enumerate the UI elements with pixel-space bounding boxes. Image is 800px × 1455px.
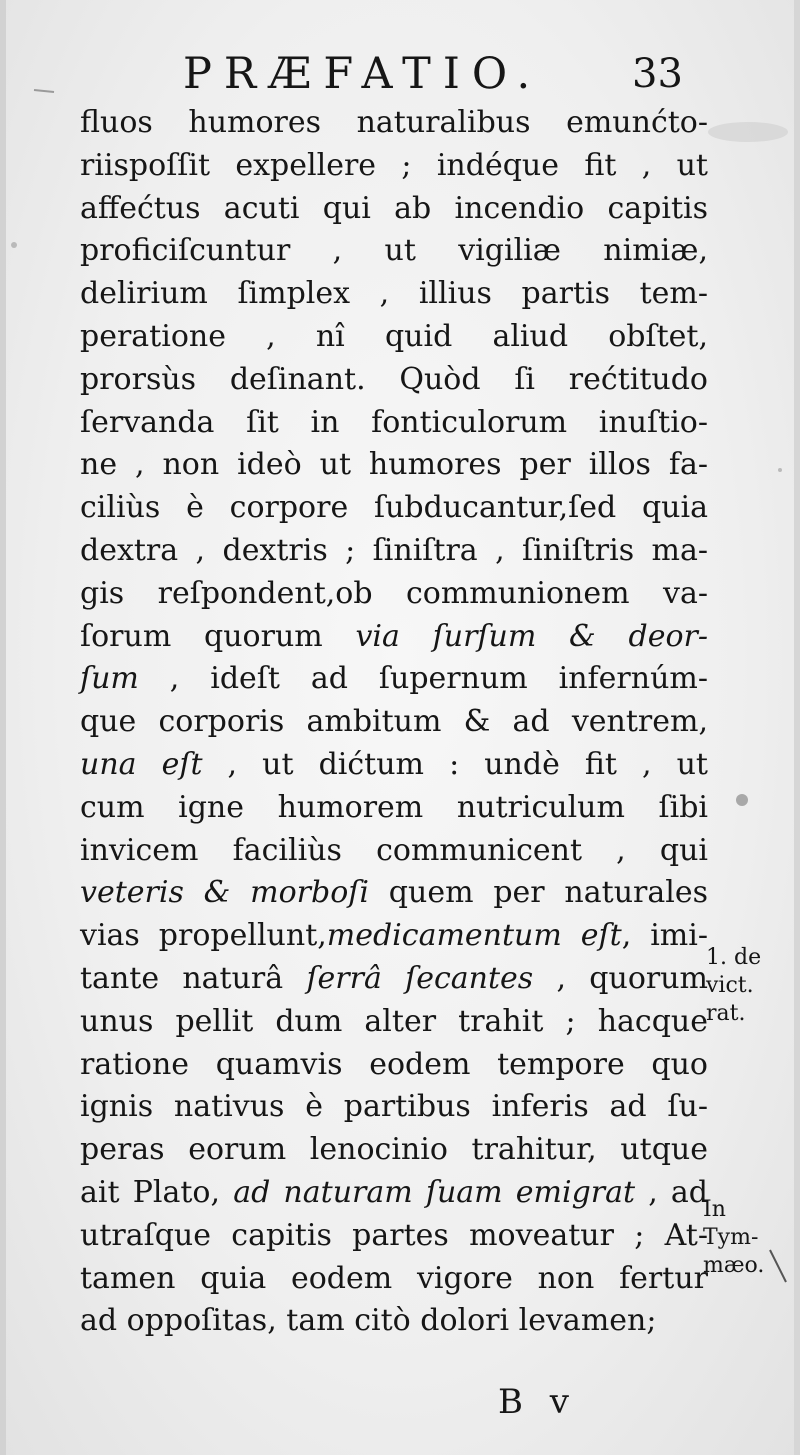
text-line [80, 701, 708, 744]
text-line [80, 1215, 708, 1258]
text-line [80, 872, 708, 915]
text-segment: , imi- [621, 918, 708, 954]
margin-note-line: rat. [706, 1001, 746, 1026]
text-line [80, 230, 708, 273]
italic-segment: ad naturam ſuam emigrat [233, 1174, 636, 1210]
text-line [80, 316, 708, 359]
body-text [80, 102, 708, 1343]
text-segment: vias propellunt, [80, 918, 327, 954]
text-line [80, 402, 708, 445]
text-line [80, 1129, 708, 1172]
text-segment: proficiſcuntur , ut vigiliæ nimiæ, [80, 233, 708, 269]
text-segment: tante naturâ [80, 960, 307, 996]
margin-note-line: Tym- [703, 1225, 759, 1250]
text-segment: tamen quia eodem vigore non fertur [80, 1260, 708, 1296]
margin-note-line: 1. de [706, 945, 762, 970]
text-segment: invicem faciliùs communicent , qui [80, 832, 708, 868]
text-segment: delirium ſimplex , illius partis tem- [80, 276, 708, 312]
margin-note-line: vict. [706, 973, 754, 998]
text-line [80, 830, 708, 873]
margin-note-line: In [703, 1197, 726, 1222]
italic-segment: via ſurſum & deor- [355, 618, 708, 654]
margin-note-1 [706, 944, 761, 1028]
text-segment: ciliùs è corpore ſubducantur,ſed quia [80, 490, 708, 526]
text-segment: , ut dićtum : undè fit , ut [202, 746, 708, 782]
text-line [80, 102, 708, 145]
text-segment: riispoſſit expellere ; indéque fit , ut [80, 147, 708, 183]
text-line [80, 1044, 708, 1087]
text-segment: utraſque capitis partes moveatur ; At- [80, 1217, 708, 1253]
text-segment: prorsùs deſinant. Quòd ſi rećtitudo [80, 361, 708, 397]
text-line [80, 616, 708, 659]
text-line [80, 573, 708, 616]
text-line [80, 1258, 708, 1301]
text-segment: ignis nativus è partibus inferis ad ſu- [80, 1089, 708, 1125]
text-segment: peratione , nî quid aliud obſtet, [80, 318, 708, 354]
text-segment: quem per naturales [368, 875, 708, 911]
text-segment: , ideſt ad ſupernum infernúm- [138, 661, 708, 697]
text-segment: ne , non ideò ut humores per illos fa- [80, 447, 708, 483]
text-line [80, 787, 708, 830]
text-segment: unus pellit dum alter trahit ; hacque [80, 1003, 708, 1039]
text-segment: que corporis ambitum & ad ventrem, [80, 704, 708, 740]
text-line [80, 145, 708, 188]
margin-note-2 [703, 1196, 764, 1280]
italic-segment: veteris & morboſi [80, 875, 369, 911]
signature-mark: B v [498, 1382, 578, 1422]
text-line [80, 359, 708, 402]
text-segment: ait Plato, [80, 1174, 234, 1210]
page-number: 33 [632, 51, 683, 97]
text-line [80, 188, 708, 231]
text-line [80, 444, 708, 487]
text-line [80, 530, 708, 573]
margin-note-line: mæo. [703, 1253, 765, 1278]
text-segment: cum igne humorem nutriculum ſibi [80, 789, 708, 825]
text-segment: ſervanda ſit in fonticulorum inuſtio- [80, 404, 708, 440]
text-line [80, 958, 708, 1001]
text-segment: gis reſpondent,ob communionem va- [80, 575, 708, 611]
text-segment: , quorum [533, 960, 708, 996]
text-segment: peras eorum lenocinio trahitur, utque [80, 1132, 708, 1168]
text-line [80, 1172, 708, 1215]
text-segment: ſorum quorum [80, 618, 356, 654]
text-line [80, 1001, 708, 1044]
italic-segment: ſum [80, 661, 139, 697]
italic-segment: medicamentum eſt [326, 918, 622, 954]
text-line [80, 658, 708, 701]
text-segment: ad oppoſitas, tam citò dolori levamen; [80, 1303, 657, 1339]
text-segment: fluos humores naturalibus emunćto- [80, 105, 708, 140]
text-line [80, 744, 708, 787]
text-segment: dextra , dextris ; ſiniſtra , ſiniſtris ma- [80, 532, 708, 568]
text-segment: affećtus acuti qui ab incendio capitis [80, 190, 708, 226]
text-line [80, 487, 708, 530]
text-line [80, 915, 708, 958]
text-line [80, 1300, 708, 1343]
italic-segment: ſerrâ ſecantes [306, 960, 534, 996]
text-line [80, 273, 708, 316]
text-segment: ratione quamvis eodem tempore quo [80, 1046, 708, 1082]
italic-segment: una eſt [80, 746, 203, 782]
page-header [0, 44, 800, 104]
text-line [80, 1086, 708, 1129]
running-head: PRÆFATIO. [183, 49, 543, 99]
text-segment: , ad [635, 1174, 709, 1210]
